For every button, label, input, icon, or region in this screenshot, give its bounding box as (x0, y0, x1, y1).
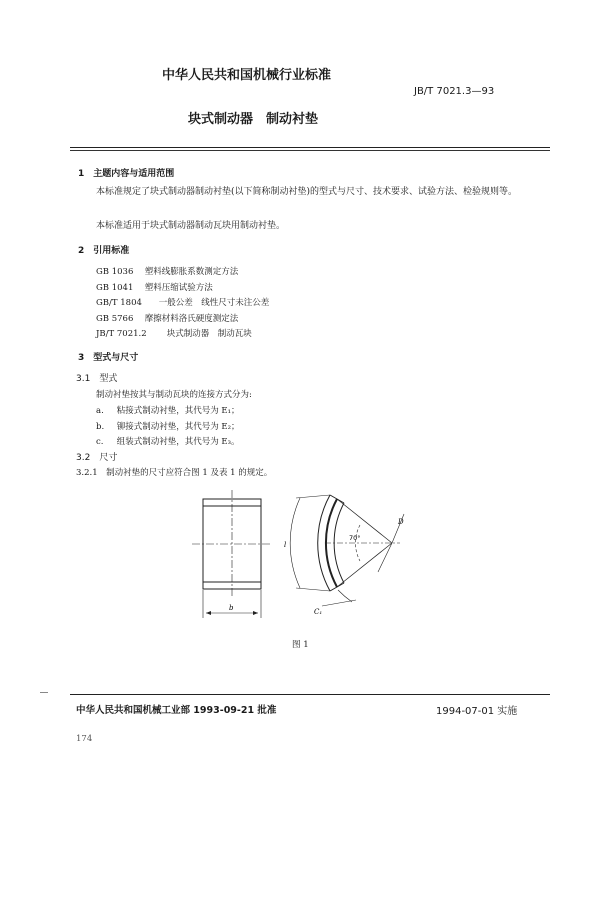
type-text: 组装式制动衬垫，其代号为 E₃。 (116, 437, 240, 447)
type-text: 粘接式制动衬垫，其代号为 E₁； (116, 406, 240, 416)
ref-code: GB 5766 (96, 314, 134, 324)
dim-b-label: b (229, 604, 234, 612)
section-3-2-heading: 3.2 尺寸 (76, 453, 118, 463)
type-mark: c. (96, 437, 104, 447)
dimension-l-arc (290, 498, 300, 588)
figure-1-caption: 图 1 (292, 640, 309, 650)
footer-rule (70, 694, 550, 695)
dim-l-label: l (284, 541, 287, 549)
ref-title: 块式制动器 制动瓦块 (166, 329, 252, 339)
type-text: 铆接式制动衬垫，其代号为 E₂； (116, 422, 240, 432)
standard-code: JB/T 7021.3—93 (414, 86, 495, 97)
ref-code: GB/T 1804 (96, 298, 142, 308)
section-3-2-1-text: 3.2.1 制动衬垫的尺寸应符合图 1 及表 1 的规定。 (76, 468, 273, 478)
angle-label: 70° (349, 534, 361, 542)
section-1-para-1: 本标准规定了块式制动器制动衬垫(以下简称制动衬垫)的型式与尺寸、技术要求、试验方法、检验规则等。 (96, 187, 518, 197)
section-2-heading: 2 引用标准 (78, 246, 130, 256)
section-1-para-2: 本标准适用于块式制动器制动瓦块用制动衬垫。 (96, 221, 286, 231)
ref-title: 一般公差 线性尺寸未注公差 (158, 298, 270, 308)
ref-title: 塑料压缩试验方法 (144, 283, 213, 293)
dim-d-label: D (398, 518, 404, 526)
standard-org-heading: 中华人民共和国机械行业标准 (162, 68, 332, 83)
dim-c1-label: C₁ (314, 608, 323, 616)
ref-code: GB 1036 (96, 267, 134, 277)
ref-title: 摩擦材料洛氏硬度测定法 (144, 314, 239, 324)
section-3-1-intro: 制动衬垫按其与制动瓦块的连接方式分为: (96, 390, 252, 400)
document-title: 块式制动器 制动衬垫 (188, 112, 319, 127)
section-3-heading: 3 型式与尺寸 (78, 353, 139, 363)
type-mark: b. (96, 422, 105, 432)
ref-code: GB 1041 (96, 283, 134, 293)
approval-line: 中华人民共和国机械工业部 1993-09-21 批准 (76, 705, 277, 716)
section-3-1-heading: 3.1 型式 (76, 374, 118, 384)
ref-title: 塑料线膨胀系数测定方法 (144, 267, 239, 277)
margin-mark (40, 692, 48, 693)
effective-date: 1994-07-01 实施 (436, 706, 518, 717)
type-mark: a. (96, 406, 104, 416)
section-1-heading: 1 主题内容与适用范围 (78, 169, 175, 179)
ref-code: JB/T 7021.2 (96, 329, 147, 339)
page-number: 174 (76, 734, 93, 744)
